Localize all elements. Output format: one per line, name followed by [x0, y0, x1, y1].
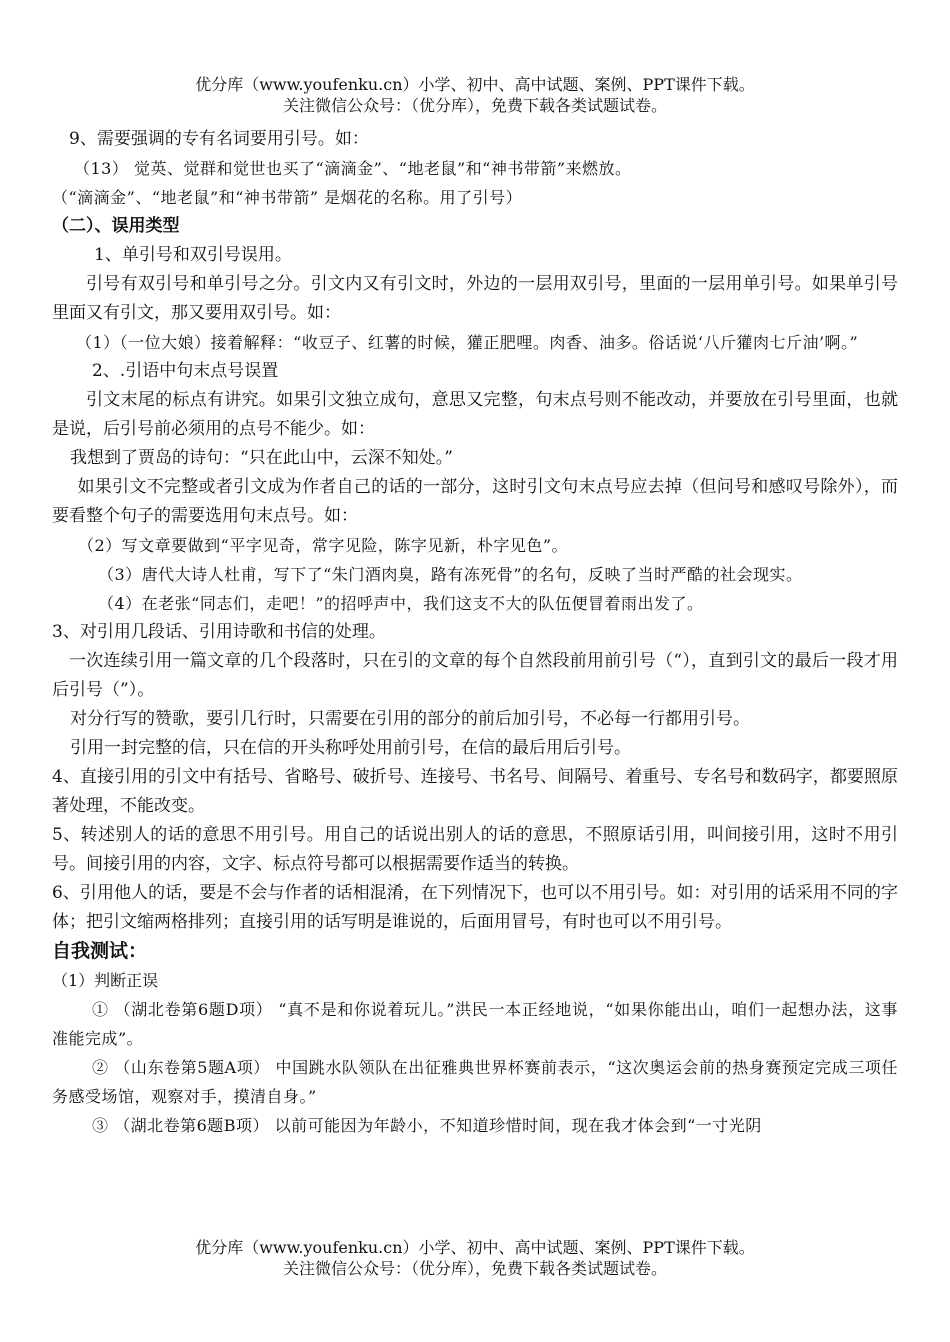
self-test-item-2: ② （山东卷第5题A项） 中国跳水队领队在出征雅典世界杯赛前表示，“这次奥运会前的热身赛预定完成三项任务感受场馆，观察对手，摸清自身。”: [52, 1058, 898, 1106]
subsection-3-body-1: 一次连续引用一篇文章的几个段落时，只在引的文章的每个自然段前用前引号（“），直到引文的最后一段才用后引号（”）。: [52, 651, 898, 700]
subsection-6: 6、引用他人的话，要是不会与作者的话相混淆，在下列情况下，也可以不用引号。如：对引用的话采用不同的字体；把引文缩两格排列；直接引用的话写明是谁说的，后面用冒号，有时也可以不用引号。: [52, 883, 898, 932]
subsection-1-title: 1、单引号和双引号误用。: [94, 245, 292, 265]
rule-9: 9、需要强调的专有名词要用引号。如：: [69, 129, 369, 149]
subsection-5: 5、转述别人的话的意思不用引号。用自己的话说出别人的话的意思，不照原话引用，叫间接引用，这时不用引号。间接引用的内容，文字、标点符号都可以根据需要作适当的转换。: [52, 825, 898, 874]
header-line-2: 关注微信公众号：（优分库），免费下载各类试题试卷。: [282, 96, 667, 115]
document-body: [52, 125, 898, 1140]
example-3: （3）唐代大诗人杜甫，写下了“朱门酒肉臭，路有冻死骨”的名句，反映了当时严酷的社会现实。: [98, 565, 803, 584]
footer-line-1: 优分库（www.youfenku.cn）小学、初中、高中试题、案例、PPT课件下载。: [195, 1238, 755, 1257]
subsection-2-body: 引文末尾的标点有讲究。如果引文独立成句，意思又完整，句末点号则不能改动，并要放在引号里面，也就是说，后引号前必须用的点号不能少。如：: [52, 390, 898, 439]
footer-line-2: 关注微信公众号：（优分库），免费下载各类试题试卷。: [282, 1259, 667, 1278]
example-4: （4）在老张“同志们，走吧！”的招呼声中，我们这支不大的队伍便冒着雨出发了。: [98, 594, 704, 613]
subsection-1-body: 引号有双引号和单引号之分。引文内又有引文时，外边的一层用双引号，里面的一层用单引号。如果单引号里面又有引文，那又要用双引号。如：: [52, 274, 898, 323]
subsection-2-example: 我想到了贾岛的诗句：“只在此山中，云深不知处。”: [70, 448, 453, 468]
example-2: （2）写文章要做到“平字见奇，常字见险，陈字见新，朴字见色”。: [78, 536, 569, 555]
page-footer: [0, 1237, 950, 1279]
subsection-3-body-3: 引用一封完整的信，只在信的开头称呼处用前引号，在信的最后用后引号。: [70, 738, 631, 758]
subsection-1-example: （1）（一位大娘）接着解释：“收豆子、红薯的时候，獾正肥哩。肉香、油多。俗话说‘八斤獾肉七斤油’啊。”: [76, 333, 859, 352]
self-test-title: 自我测试：: [52, 940, 148, 962]
self-test-question-1: （1）判断正误: [52, 971, 159, 990]
subsection-4: 4、直接引用的引文中有括号、省略号、破折号、连接号、书名号、间隔号、着重号、专名号和数码字，都要照原著处理，不能改变。: [52, 767, 898, 816]
page-header: [0, 74, 950, 116]
self-test-item-1: ① （湖北卷第6题D项） “真不是和你说着玩儿。”洪民一本正经地说，“如果你能出山，咱们一起想办法，这事准能完成”。: [52, 1000, 898, 1048]
subsection-2-body-2: 如果引文不完整或者引文成为作者自己的话的一部分，这时引文句末点号应去掉（但问号和感叹号除外），而要看整个句子的需要选用句末点号。如：: [52, 477, 898, 526]
subsection-3-title: 3、对引用几段话、引用诗歌和书信的处理。: [52, 622, 386, 642]
self-test-item-3: ③ （湖北卷第6题B项） 以前可能因为年龄小，不知道珍惜时间，现在我才体会到“一寸光阴: [92, 1116, 762, 1135]
subsection-3-body-2: 对分行写的赞歌，要引几行时，只需要在引用的部分的前后加引号，不必每一行都用引号。: [70, 709, 750, 729]
example-13-note: （“滴滴金”、“地老鼠”和“神书带箭” 是烟花的名称。用了引号）: [52, 188, 523, 207]
section-title-misuse: （二）、误用类型: [52, 216, 180, 236]
header-line-1: 优分库（www.youfenku.cn）小学、初中、高中试题、案例、PPT课件下载。: [195, 75, 755, 94]
example-13: （13） 觉英、觉群和觉世也买了“滴滴金”、“地老鼠”和“神书带箭”来燃放。: [74, 159, 632, 178]
subsection-2-title: 2、.引语中句末点号误置: [92, 361, 279, 381]
